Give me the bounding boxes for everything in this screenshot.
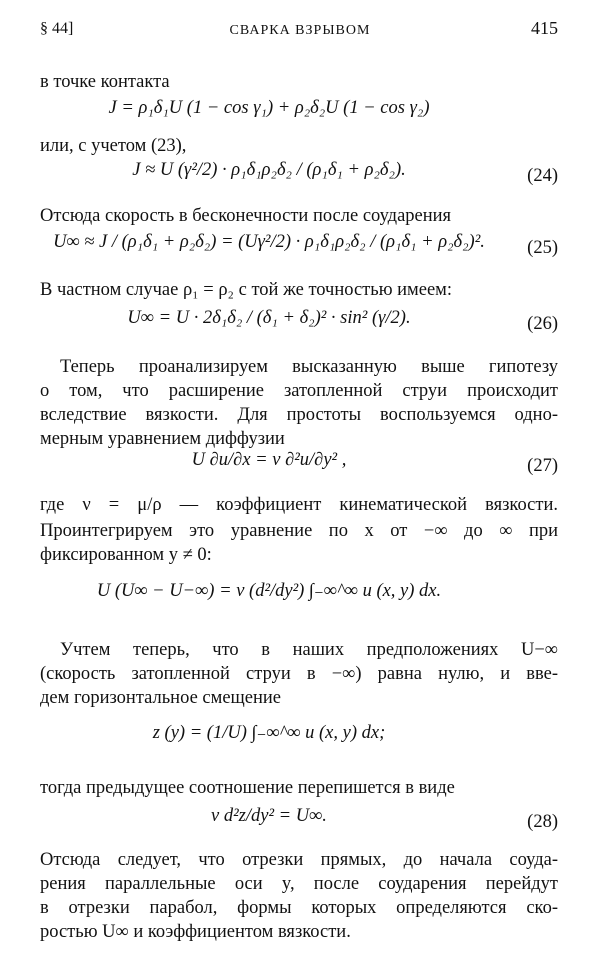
paragraph-line: Отсюда следует, что отрезки прямых, до начала соуда- [40, 850, 558, 870]
running-title: СВАРКА ВЗРЫВОМ [229, 23, 371, 38]
paragraph-line: где ν = μ/ρ — коэффициент кинематической вязкости. [40, 495, 558, 515]
equation-contact [40, 98, 558, 138]
equation-text: z (y) = (1/U) ∫₋∞^∞ u (x, y) dx; [152, 723, 386, 743]
paragraph-line: Теперь проанализируем высказанную выше гипотезу [60, 357, 558, 377]
equation-number: (25) [527, 238, 558, 258]
equation-number: (28) [527, 812, 558, 832]
paragraph-line: Проинтегрируем это уравнение по x от −∞ до ∞ при [40, 521, 558, 541]
text-line: или, с учетом (23), [40, 136, 187, 156]
section-marker: § 44] [40, 20, 74, 37]
text-line: Отсюда скорость в бесконечности после соударения [40, 206, 452, 226]
text-line: В частном случае ρ₁ = ρ₂ с той же точностью имеем: [40, 280, 453, 300]
equation-text: ν d²z/dy² = U∞. [211, 806, 327, 826]
equation-z [40, 722, 558, 762]
equation-number: (24) [527, 166, 558, 186]
paragraph-line: в отрезки парабол, формы которых определяются ско- [40, 898, 558, 918]
equation-text: U∞ = U · 2δ₁δ₂ / (δ₁ + δ₂)² · sin² (γ/2). [127, 308, 411, 328]
text-line: тогда предыдущее соотношение перепишется в виде [40, 778, 455, 798]
text-line: в точке контакта [40, 72, 170, 92]
paragraph-line: рения параллельные оси y, после соударения перейдут [40, 874, 558, 894]
equation-integral [40, 580, 558, 620]
equation-text: J = ρ₁δ₁U (1 − cos γ₁) + ρ₂δ₂U (1 − cos γ₂) [108, 98, 430, 118]
equation-text: U ∂u/∂x = ν ∂²u/∂y² , [191, 450, 347, 470]
equation-25 [40, 232, 558, 272]
paragraph-line: ростью U∞ и коэффициентом вязкости. [40, 922, 351, 942]
equation-text: U (U∞ − U−∞) = ν (d²/dy²) ∫₋∞^∞ u (x, y) dx. [96, 581, 442, 601]
paragraph-line: о том, что расширение затопленной струи происходит [40, 381, 558, 401]
paragraph-line: (скорость затопленной струи в −∞) равна нулю, и вве- [40, 664, 558, 684]
equation-text: U∞ ≈ J / (ρ₁δ₁ + ρ₂δ₂) = (Uγ²/2) · ρ₁δ₁ρ₂δ₂ / (ρ₁δ₁ + ρ₂δ₂)². [53, 232, 485, 252]
equation-27 [40, 450, 558, 490]
equation-number: (26) [527, 314, 558, 334]
paragraph-line: вследствие вязкости. Для простоты воспользуемся одно- [40, 405, 558, 425]
equation-number: (27) [527, 456, 558, 476]
paragraph-line: Учтем теперь, что в наших предположениях U−∞ [60, 640, 558, 660]
paragraph-line: фиксированном y ≠ 0: [40, 545, 212, 565]
page-number: 415 [531, 18, 558, 38]
paragraph-line: мерным уравнением диффузии [40, 429, 285, 449]
equation-28 [40, 806, 558, 846]
paragraph-line: дем горизонтальное смещение [40, 688, 281, 708]
equation-24 [40, 160, 558, 200]
equation-text: J ≈ U (γ²/2) · ρ₁δ₁ρ₂δ₂ / (ρ₁δ₁ + ρ₂δ₂). [132, 160, 406, 180]
equation-26 [40, 308, 558, 348]
